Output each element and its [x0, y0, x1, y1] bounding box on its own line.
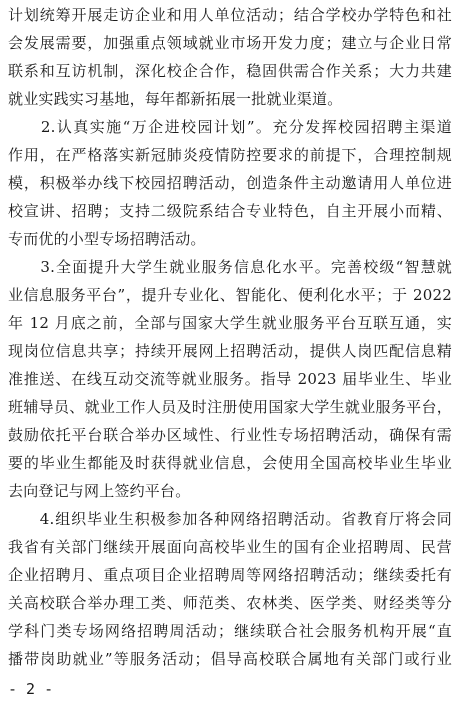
text-line: 计划统筹开展走访企业和用人单位活动；结合学校办学特色和社: [8, 6, 452, 24]
text-line: 4.组织毕业生积极参加各种网络招聘活动。省教育厅将会同: [8, 510, 452, 528]
text-line: 会发展需要，加强重点领域就业市场开发力度；建立与企业日常: [8, 34, 452, 52]
page-number: - 2 -: [8, 680, 54, 698]
text-line: 学科门类专场网络招聘周活动；继续联合社会服务机构开展“直: [8, 622, 452, 640]
text-line: 现岗位信息共享；持续开展网上招聘活动，提供人岗匹配信息精: [8, 342, 452, 360]
text-line: 3.全面提升大学生就业服务信息化水平。完善校级“智慧就: [8, 258, 452, 276]
text-line: 去向登记与网上签约平台。: [8, 482, 191, 500]
text-line: 播带岗助就业”等服务活动；倡导高校联合属地有关部门或行业: [8, 650, 452, 668]
text-line: 要的毕业生都能及时获得就业信息，会使用全国高校毕业生毕业: [8, 454, 452, 472]
text-line: 班辅导员、就业工作人员及时注册使用国家大学生就业服务平台，: [8, 398, 452, 416]
text-line: 年 12 月底之前，全部与国家大学生就业服务平台互联互通，实: [8, 314, 452, 332]
text-line: 鼓励依托平台联合举办区域性、行业性专场招聘活动，确保有需: [8, 426, 452, 444]
text-line: 模，积极举办线下校园招聘活动，创造条件主动邀请用人单位进: [8, 174, 452, 192]
text-line: 企业招聘月、重点项目企业招聘周等网络招聘活动；继续委托有: [8, 566, 452, 584]
text-line: 我省有关部门继续开展面向高校毕业生的国有企业招聘周、民营: [8, 538, 452, 556]
text-line: 准推送、在线互动交流等就业服务。指导 2023 届毕业生、毕业: [8, 370, 452, 388]
text-line: 作用，在严格落实新冠肺炎疫情防控要求的前提下，合理控制规: [8, 146, 452, 164]
text-line: 业信息服务平台”，提升专业化、智能化、便利化水平；于 2022: [8, 286, 452, 304]
text-line: 关高校联合举办理工类、师范类、农林类、医学类、财经类等分: [8, 594, 452, 612]
text-line: 校宣讲、招聘；支持二级院系结合专业特色，自主开展小而精、: [8, 202, 452, 220]
text-line: 就业实践实习基地，每年都新拓展一批就业渠道。: [8, 90, 343, 108]
text-line: 2.认真实施“万企进校园计划”。充分发挥校园招聘主渠道: [8, 118, 452, 136]
text-line: 专而优的小型专场招聘活动。: [8, 230, 206, 248]
text-line: 联系和互访机制，深化校企合作，稳固供需合作关系；大力共建: [8, 62, 452, 80]
